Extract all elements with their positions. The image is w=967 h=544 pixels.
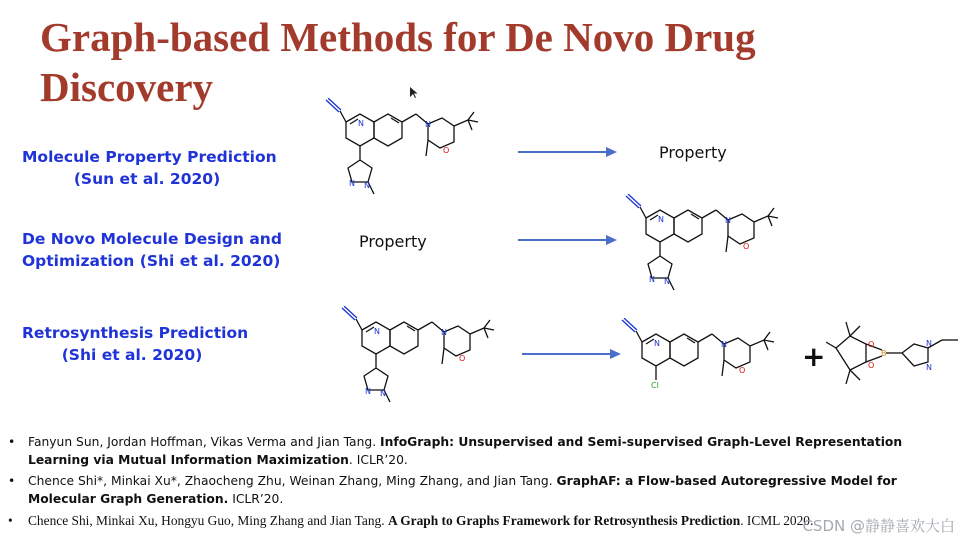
svg-text:N: N (365, 387, 371, 396)
task-line: Molecule Property Prediction (22, 148, 277, 166)
task-retrosynthesis (22, 322, 249, 366)
reference-title: GraphAF: a Flow-based Autoregressive Model for Molecular Graph Generation. (28, 474, 897, 506)
svg-text:N: N (358, 119, 364, 128)
task-line: De Novo Molecule Design and (22, 230, 282, 248)
watermark: CSDN @静静喜欢大白 (802, 517, 955, 535)
task-property-prediction (22, 146, 277, 190)
svg-text:N: N (380, 389, 386, 398)
svg-text:N: N (441, 328, 447, 337)
svg-text:O: O (739, 366, 746, 375)
reference-title: A Graph to Graphs Framework for Retrosynthesis Prediction (387, 513, 741, 528)
svg-text:B: B (881, 349, 887, 358)
task-molecule-design (22, 228, 282, 272)
svg-text:N: N (721, 340, 727, 349)
svg-text:O: O (868, 361, 875, 370)
reference-authors: Chence Shi, Minkai Xu, Hongyu Guo, Ming Zhang and Jian Tang. (28, 513, 388, 528)
reference-item (8, 434, 958, 469)
svg-text:N: N (374, 327, 380, 336)
svg-text:N: N (725, 216, 731, 225)
reference-authors: Chence Shi*, Minkai Xu*, Zhaocheng Zhu, Weinan Zhang, Ming Zhang, and Jian Tang. (28, 474, 557, 488)
arrow-right-icon (518, 233, 618, 247)
svg-text:N: N (664, 277, 670, 286)
reference-authors: Fanyun Sun, Jordan Hoffman, Vikas Verma and Jian Tang. (28, 435, 381, 449)
property-input-label: Property (359, 232, 427, 251)
molecule-structure (826, 318, 966, 388)
plus-sign: + (802, 340, 826, 373)
molecule-structure (624, 194, 794, 312)
svg-text:N: N (926, 363, 932, 372)
arrow-right-icon (518, 145, 618, 159)
molecule-structure (620, 318, 790, 418)
svg-text:Cl: Cl (651, 381, 659, 390)
svg-text:N: N (349, 179, 355, 188)
task-citation: (Sun et al. 2020) (73, 170, 221, 188)
reference-item (8, 473, 958, 508)
reference-title: InfoGraph: Unsupervised and Semi-supervised Graph-Level Representation Learning via Mutual Information Maximization (28, 435, 903, 467)
property-output-label: Property (659, 143, 727, 162)
arrow-right-icon (522, 347, 622, 361)
svg-text:N: N (654, 339, 660, 348)
reference-venue: ICLR’20. (228, 491, 284, 506)
task-citation: (Shi et al. 2020) (61, 346, 203, 364)
svg-text:N: N (658, 215, 664, 224)
reference-venue: . ICML 2020. (740, 513, 814, 528)
svg-text:O: O (743, 242, 750, 251)
svg-text:N: N (926, 339, 932, 348)
slide-title: Graph-based Methods for De Novo Drug Discovery (40, 14, 756, 110)
reference-venue: . ICLR’20. (348, 452, 408, 467)
molecule-structure (340, 306, 510, 424)
svg-text:N: N (425, 120, 431, 129)
svg-text:O: O (868, 340, 875, 349)
svg-text:O: O (443, 146, 450, 155)
molecule-structure (324, 98, 494, 216)
svg-text:O: O (459, 354, 466, 363)
svg-text:N: N (364, 181, 370, 190)
svg-text:N: N (649, 275, 655, 284)
task-line: Retrosynthesis Prediction (22, 324, 249, 342)
task-citation: Optimization (Shi et al. 2020) (22, 252, 281, 270)
